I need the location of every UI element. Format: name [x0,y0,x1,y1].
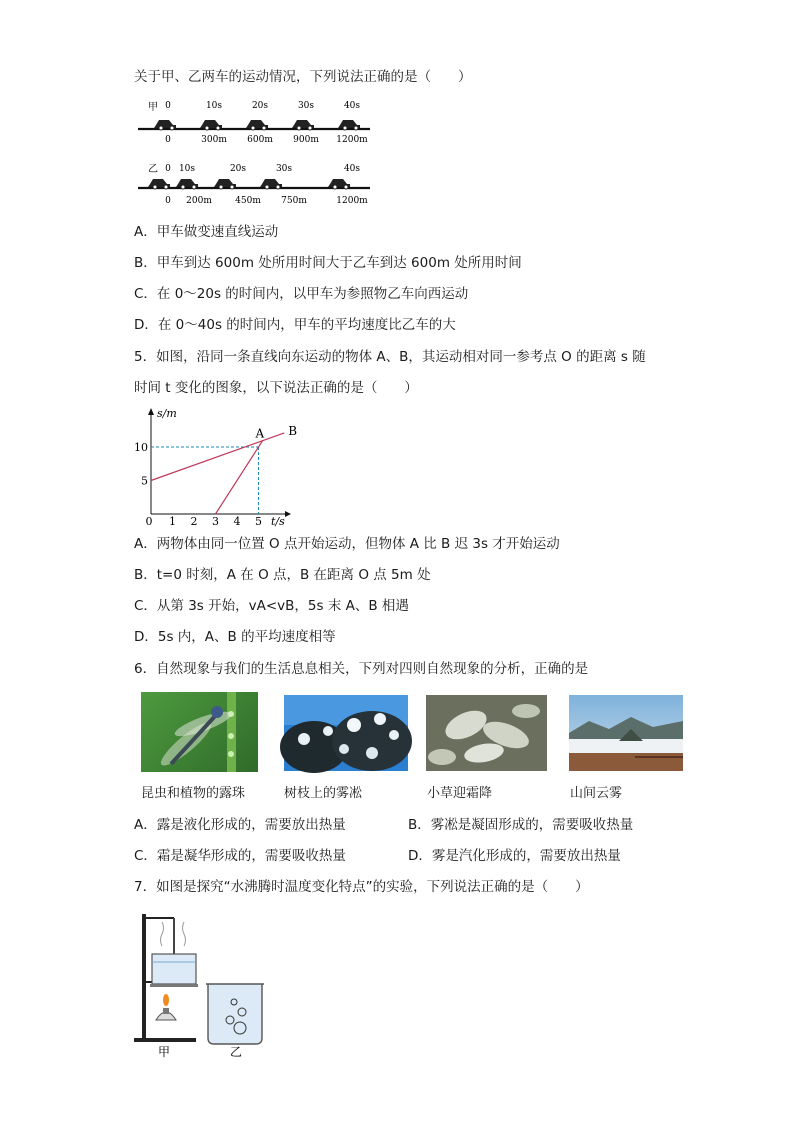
q4-option-c: C．在 0～20s 的时间内，以甲车为参照物乙车向西运动 [134,286,469,302]
x-tick-label: 4 [233,515,241,528]
q4-option-a: A．甲车做变速直线运动 [134,224,279,240]
q5-option-a: A．两物体由同一位置 O 点开始运动，但物体 A 比 B 迟 3s 才开始运动 [134,536,560,552]
x-tick-label: 1 [169,515,176,528]
s-t-graph [134,403,298,531]
series-line-a [216,440,263,514]
x-tick-label: 2 [190,515,198,528]
jia-time-label: 20s [251,101,269,111]
q4-option-d: D．在 0～40s 的时间内，甲车的平均速度比乙车的大 [134,317,456,333]
series-label-a: A [255,426,265,441]
yi-label: 乙 [148,164,158,175]
yi-position-label: 200m [186,196,212,206]
frost-grass-photo [426,695,547,771]
rime-tree-photo [284,695,408,771]
mountain-fog-photo [569,695,683,771]
beaker-jia [152,954,196,984]
steam-right [183,922,186,946]
x-axis-label: t/s [271,515,285,528]
series-label-b: B [288,423,298,438]
caption-dew: 昆虫和植物的露珠 [141,786,246,801]
jia-time-label: 30s [297,101,315,111]
jia-position-label: 900m [293,135,319,145]
yi-position-label: 0 [165,196,171,206]
flame-icon [163,994,169,1006]
y-axis-arrow [148,408,154,415]
beaker-yi [208,984,262,1044]
yi-position-label: 750m [281,196,307,206]
jia-time-label: 40s [343,101,361,111]
label-yi: 乙 [230,1045,243,1059]
boiling-experiment-figure [130,908,280,1064]
jia-time-label: 0 [165,101,171,111]
q6-option-c: C．霜是凝华形成的，需要吸收热量 [134,848,346,864]
dragonfly-dew-photo [141,692,258,772]
q5-option-d: D．5s 内，A、B 的平均速度相等 [134,629,336,645]
stand-rod [142,914,146,1042]
q6-option-a: A．露是液化形成的，需要放出热量 [134,817,346,833]
wire-gauze [150,984,198,987]
x-tick-label: 3 [212,515,219,528]
caption-frost: 小草迎霜降 [427,786,493,801]
q5-option-c: C．从第 3s 开始，vA<vB，5s 末 A、B 相遇 [134,598,409,614]
series-line-b [151,433,284,481]
q4-option-b: B．甲车到达 600m 处所用时间大于乙车到达 600m 处所用时间 [134,255,522,271]
stand-base [134,1038,196,1042]
q5-option-b: B．t=0 时刻，A 在 O 点，B 在距离 O 点 5m 处 [134,567,431,583]
jia-position-label: 600m [247,135,273,145]
jia-position-label: 0 [165,135,171,145]
caption-fog: 山间云雾 [570,786,623,801]
q5-stem-line1: 5．如图，沿同一条直线向东运动的物体 A、B，其运动相对同一参考点 O 的距离 s 随 [134,349,646,365]
jia-position-label: 300m [201,135,227,145]
q6-stem: 6．自然现象与我们的生活息息相关，下列对四则自然现象的分析，正确的是 [134,661,589,677]
yi-time-label: 40s [343,164,361,174]
x-tick-label: 5 [255,515,262,528]
q6-option-b: B．雾凇是凝固形成的，需要吸收热量 [408,817,634,833]
x-tick-label: 0 [145,515,153,528]
yi-time-label: 20s [229,164,247,174]
yi-time-label: 30s [275,164,293,174]
q6-option-d: D．雾是汽化形成的，需要放出热量 [408,848,621,864]
steam-left [161,922,164,946]
q5-stem-line2: 时间 t 变化的图象，以下说法正确的是（ ） [134,380,418,396]
car-motion-figure [134,96,384,211]
jia-time-label: 10s [205,101,223,111]
x-axis-arrow [285,511,291,517]
yi-position-label: 1200m [336,196,368,206]
q4-stem: 关于甲、乙两车的运动情况，下列说法正确的是（ ） [134,69,472,85]
yi-time-label: 10s [178,164,196,174]
jia-label: 甲 [148,102,158,113]
label-jia: 甲 [158,1045,171,1059]
y-tick-label: 10 [134,441,148,454]
jia-position-label: 1200m [336,135,368,145]
caption-rime: 树枝上的雾凇 [284,786,363,801]
yi-time-label: 0 [165,164,171,174]
q7-stem: 7．如图是探究“水沸腾时温度变化特点”的实验，下列说法正确的是（ ） [134,879,589,895]
yi-position-label: 450m [235,196,261,206]
y-axis-label: s/m [157,407,177,420]
y-tick-label: 5 [141,474,148,488]
